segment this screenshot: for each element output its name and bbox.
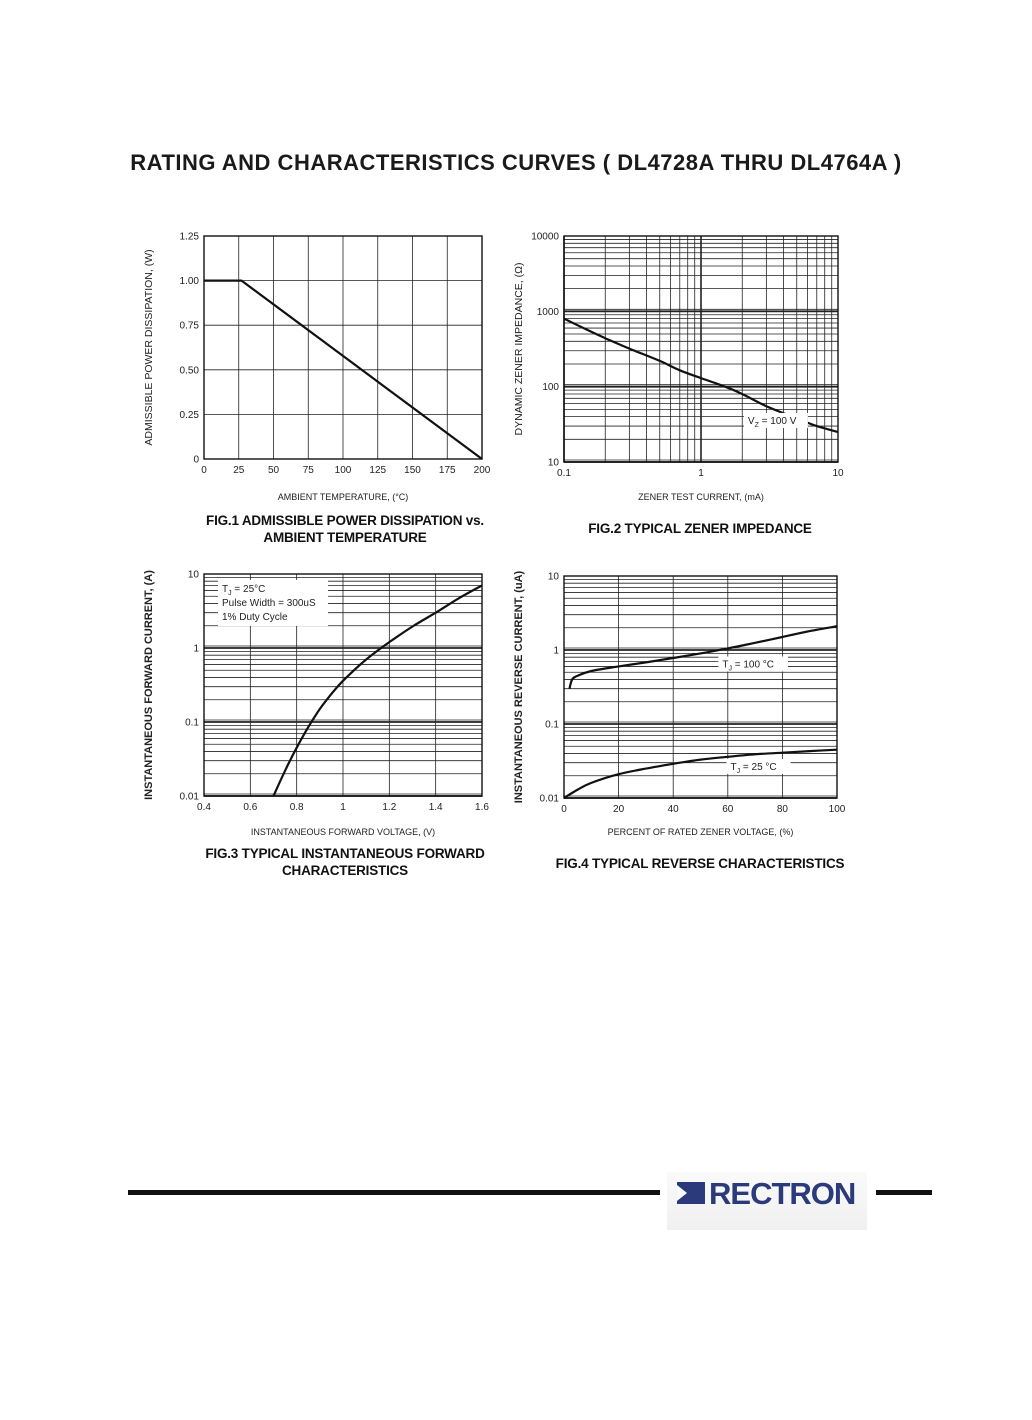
fig4-xtick-label: 0 — [561, 804, 567, 815]
fig3-xtick-label: 1.4 — [428, 802, 443, 813]
footer-rule-left — [128, 1190, 660, 1195]
fig4-ytick-label: 0.1 — [545, 719, 559, 731]
fig1-ylabel: ADMISSIBLE POWER DISSIPATION, (W) — [143, 249, 155, 446]
fig1-ytick-label: 0 — [193, 454, 199, 466]
fig2-chart — [500, 222, 860, 512]
brand-logo — [667, 1172, 867, 1230]
fig4-ytick-label: 0.01 — [539, 793, 559, 805]
fig4-caption-line1: FIG.4 TYPICAL REVERSE CHARACTERISTICS — [555, 856, 845, 871]
fig1-xtick-label: 175 — [438, 465, 456, 476]
fig3-xtick-label: 1.6 — [475, 802, 489, 813]
fig3-xtick-label: 0.8 — [289, 802, 304, 813]
fig2-xtick-label: 1 — [698, 468, 704, 479]
fig4-series-1 — [564, 750, 837, 798]
fig4-ylabel: INSTANTANEOUS REVERSE CURRENT, (uA) — [513, 570, 525, 804]
fig3-ytick-label: 10 — [187, 569, 199, 581]
fig2-caption-line1: FIG.2 TYPICAL ZENER IMPEDANCE — [588, 521, 812, 536]
fig3-legend-line: 1% Duty Cycle — [222, 612, 288, 623]
fig2-xtick-label: 10 — [832, 468, 844, 479]
fig3-xlabel: INSTANTANEOUS FORWARD VOLTAGE, (V) — [250, 827, 436, 837]
fig1-ytick-label: 0.25 — [179, 409, 199, 421]
fig1-ytick-label: 1.00 — [179, 276, 199, 288]
fig2-caption — [530, 520, 870, 537]
fig4-xtick-label: 40 — [667, 804, 679, 815]
fig2-xtick-label: 0.1 — [557, 468, 571, 479]
footer-rule-right — [876, 1190, 932, 1195]
fig4-xtick-label: 100 — [828, 804, 846, 815]
fig1-ytick-label: 1.25 — [179, 231, 199, 243]
fig4-xlabel: PERCENT OF RATED ZENER VOLTAGE, (%) — [607, 827, 794, 837]
fig3-ytick-label: 0.1 — [185, 717, 199, 729]
fig1-xtick-label: 0 — [201, 465, 207, 476]
fig1-xtick-label: 50 — [267, 465, 280, 476]
fig1-xtick-label: 75 — [302, 465, 314, 476]
fig2-ytick-label: 1000 — [536, 306, 559, 318]
fig4-annotation-1: $T_J = 25$ °C — [730, 761, 777, 775]
fig4-chart — [500, 562, 860, 846]
fig1-chart — [130, 222, 510, 512]
fig2-ytick-label: 10 — [547, 457, 559, 469]
fig4-ytick-label: 10 — [547, 571, 559, 583]
fig4-annotation-0: $T_J = 100$ °C — [722, 659, 775, 673]
fig4-xtick-label: 20 — [613, 804, 625, 815]
fig4-plot-frame — [564, 576, 837, 798]
fig1-caption-line2: AMBIENT TEMPERATURE — [263, 530, 427, 545]
fig1-caption — [160, 512, 530, 546]
fig2-ylabel: DYNAMIC ZENER IMPEDANCE, (Ω) — [513, 262, 525, 436]
fig3-legend-line: $T_J = 25^\circ C$ — [222, 584, 266, 597]
fig1-xtick-label: 150 — [404, 465, 421, 476]
fig3-ytick-label: 0.01 — [179, 791, 199, 803]
fig1-xlabel: AMBIENT TEMPERATURE, (°C) — [277, 492, 409, 502]
fig4-grid — [564, 576, 837, 798]
fig4-xtick-label: 80 — [776, 804, 788, 815]
brand-name: RECTRON — [709, 1176, 856, 1211]
fig3-legend — [218, 580, 328, 626]
fig1-xtick-label: 100 — [334, 465, 352, 476]
fig2-ytick-label: 100 — [542, 382, 559, 394]
fig3-xtick-label: 0.6 — [243, 802, 258, 813]
fig4-caption — [520, 855, 880, 872]
fig3-ytick-label: 1 — [193, 643, 199, 655]
page-title: RATING AND CHARACTERISTICS CURVES ( DL4728A THRU DL4764A ) — [130, 150, 902, 175]
fig3-chart — [130, 562, 510, 846]
fig1-ytick-label: 0.50 — [179, 365, 199, 377]
fig3-ylabel: INSTANTANEOUS FORWARD CURRENT, (A) — [143, 570, 155, 800]
fig2-ytick-label: 10000 — [531, 231, 559, 243]
fig3-caption-line1: FIG.3 TYPICAL INSTANTANEOUS FORWARD — [205, 846, 485, 861]
fig2-annotation-0: $V_Z = 100$ V — [747, 415, 797, 429]
fig1-xtick-label: 200 — [473, 465, 491, 476]
fig4-ytick-label: 1 — [553, 645, 559, 657]
fig3-xtick-label: 1.2 — [382, 802, 397, 813]
fig3-xtick-label: 0.4 — [197, 802, 211, 813]
fig1-xtick-label: 125 — [369, 465, 387, 476]
fig1-xtick-label: 25 — [233, 465, 245, 476]
fig2-grid — [564, 236, 838, 462]
fig1-caption-line1: FIG.1 ADMISSIBLE POWER DISSIPATION vs. — [206, 513, 484, 528]
fig4-xtick-label: 60 — [722, 804, 734, 815]
fig1-ytick-label: 0.75 — [179, 320, 199, 332]
fig3-xtick-label: 1 — [340, 802, 346, 813]
fig1-grid — [204, 236, 482, 459]
fig2-xlabel: ZENER TEST CURRENT, (mA) — [638, 492, 764, 502]
fig3-legend-line: Pulse Width = 300uS — [222, 598, 316, 609]
fig3-caption — [160, 845, 530, 879]
fig3-caption-line2: CHARACTERISTICS — [281, 863, 408, 878]
